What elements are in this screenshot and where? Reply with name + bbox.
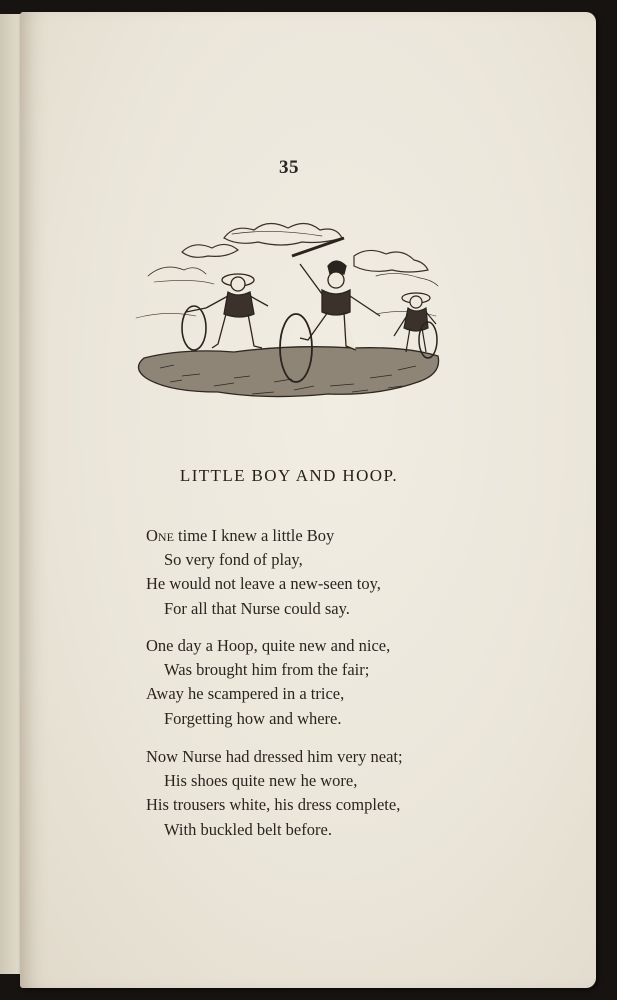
poem-line: His trousers white, his dress complete, xyxy=(146,795,401,815)
poem-line: One day a Hoop, quite new and nice, xyxy=(146,636,391,655)
poem-line-text: time I knew a little Boy xyxy=(173,526,335,545)
poem-line: Away he scampered in a trice, xyxy=(146,684,345,704)
poem-line xyxy=(146,524,381,548)
page-number: 35 xyxy=(279,157,299,178)
poem-line: For all that Nurse could say. xyxy=(164,598,350,618)
poem-line: His shoes quite new he wore, xyxy=(164,771,358,791)
woodcut-children-playing-hoops-icon xyxy=(124,218,442,414)
poem-stanza-3 xyxy=(146,745,403,842)
poem-line: Now Nurse had dressed him very neat; xyxy=(146,747,403,766)
poem-dropword: One xyxy=(146,526,174,545)
poem-stanza-1 xyxy=(146,524,381,621)
poem-line: He would not leave a new-seen toy, xyxy=(146,574,381,594)
poem-line: Was brought him from the fair; xyxy=(164,660,370,680)
poem-line: With buckled belt before. xyxy=(164,819,332,839)
poem-line: Forgetting how and where. xyxy=(164,708,342,728)
poem-stanza-2 xyxy=(146,634,390,731)
poem-title: LITTLE BOY AND HOOP. xyxy=(179,466,399,485)
book-page xyxy=(20,12,596,988)
poem-line: So very fond of play, xyxy=(164,550,303,570)
